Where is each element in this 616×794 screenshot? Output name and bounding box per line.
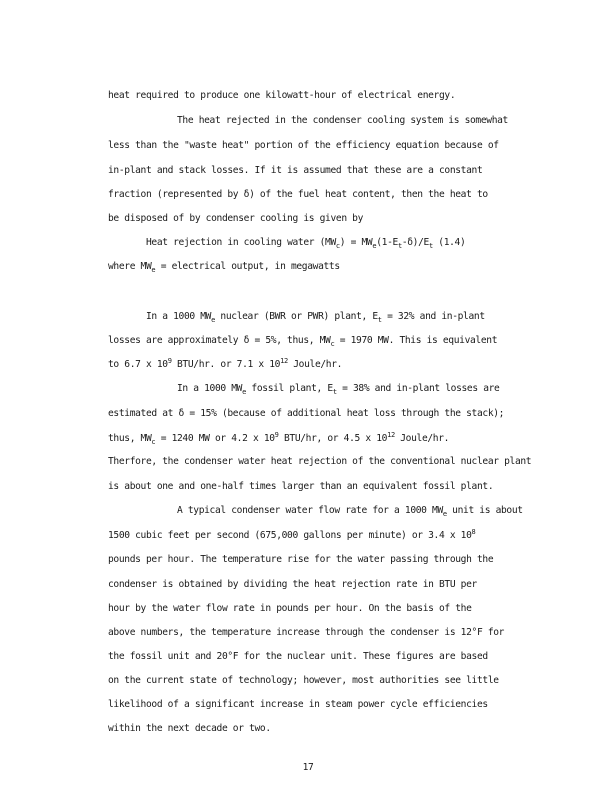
- text-line: In a 1000 $MW_e$ nuclear (BWR or PWR) plant, $E_t = 32\%$ and in-plant: [146, 311, 485, 324]
- text-line: in-plant and stack losses. If it is assumed that these are a constant: [108, 165, 483, 176]
- text-line: The heat rejected in the condenser cooling system is somewhat: [177, 115, 508, 126]
- text-line: heat required to produce one kilowatt-hour of electrical energy.: [108, 90, 456, 101]
- text-line: less than the "waste heat" portion of the efficiency equation because of: [108, 140, 499, 151]
- text-line: hour by the water flow rate in pounds per hour. On the basis of the: [108, 603, 472, 614]
- equation-line: Heat rejection in cooling water $(MW_c) = MW_e(1-E_t-\delta)/E_t$ (1.4): [146, 237, 466, 250]
- text-line: to 6.7 x $10^9$ BTU/hr. or 7.1 x $10^{12}$ Joule/hr.: [108, 357, 343, 370]
- text-line: likelihood of a significant increase in steam power cycle efficiencies: [108, 699, 488, 710]
- text-line: the fossil unit and 20°F for the nuclear unit. These figures are based: [108, 651, 488, 662]
- text-line: above numbers, the temperature increase through the condenser is 12°F for: [108, 627, 505, 638]
- text-line: condenser is obtained by dividing the heat rejection rate in BTU per: [108, 579, 477, 590]
- text-line: 1500 cubic feet per second (675,000 gallons per minute) or 3.4 x $10^8$: [108, 528, 476, 541]
- text-line: is about one and one-half times larger than an equivalent fossil plant.: [108, 481, 494, 492]
- text-line: be disposed of by condenser cooling is given by: [108, 213, 364, 224]
- text-line: within the next decade or two.: [108, 723, 271, 734]
- text-line: thus, $MW_c = 1240$ MW or 4.2 x $10^9$ BTU/hr, or 4.5 x $10^{12}$ Joule/hr.: [108, 431, 450, 446]
- text-line: losses are approximately δ = 5%, thus, $MW_c = 1970$ MW. This is equivalent: [108, 335, 498, 348]
- text-line: In a 1000 $MW_e$ fossil plant, $E_t = 38\%$ and in-plant losses are: [177, 383, 500, 396]
- text-line: estimated at δ = 15% (because of additional heat loss through the stack);: [108, 408, 505, 419]
- text-line: on the current state of technology; however, most authorities see little: [108, 675, 499, 686]
- page-number: 17: [302, 762, 314, 773]
- text-line: Therfore, the condenser water heat rejection of the conventional nuclear plant: [108, 456, 532, 467]
- text-line: A typical condenser water flow rate for a 1000 $MW_e$ unit is about: [177, 505, 523, 518]
- text-line: fraction (represented by δ) of the fuel heat content, then the heat to: [108, 189, 488, 200]
- text-line: pounds per hour. The temperature rise for the water passing through the: [108, 554, 494, 565]
- text-line: where $MW_e$ = electrical output, in megawatts: [108, 261, 340, 274]
